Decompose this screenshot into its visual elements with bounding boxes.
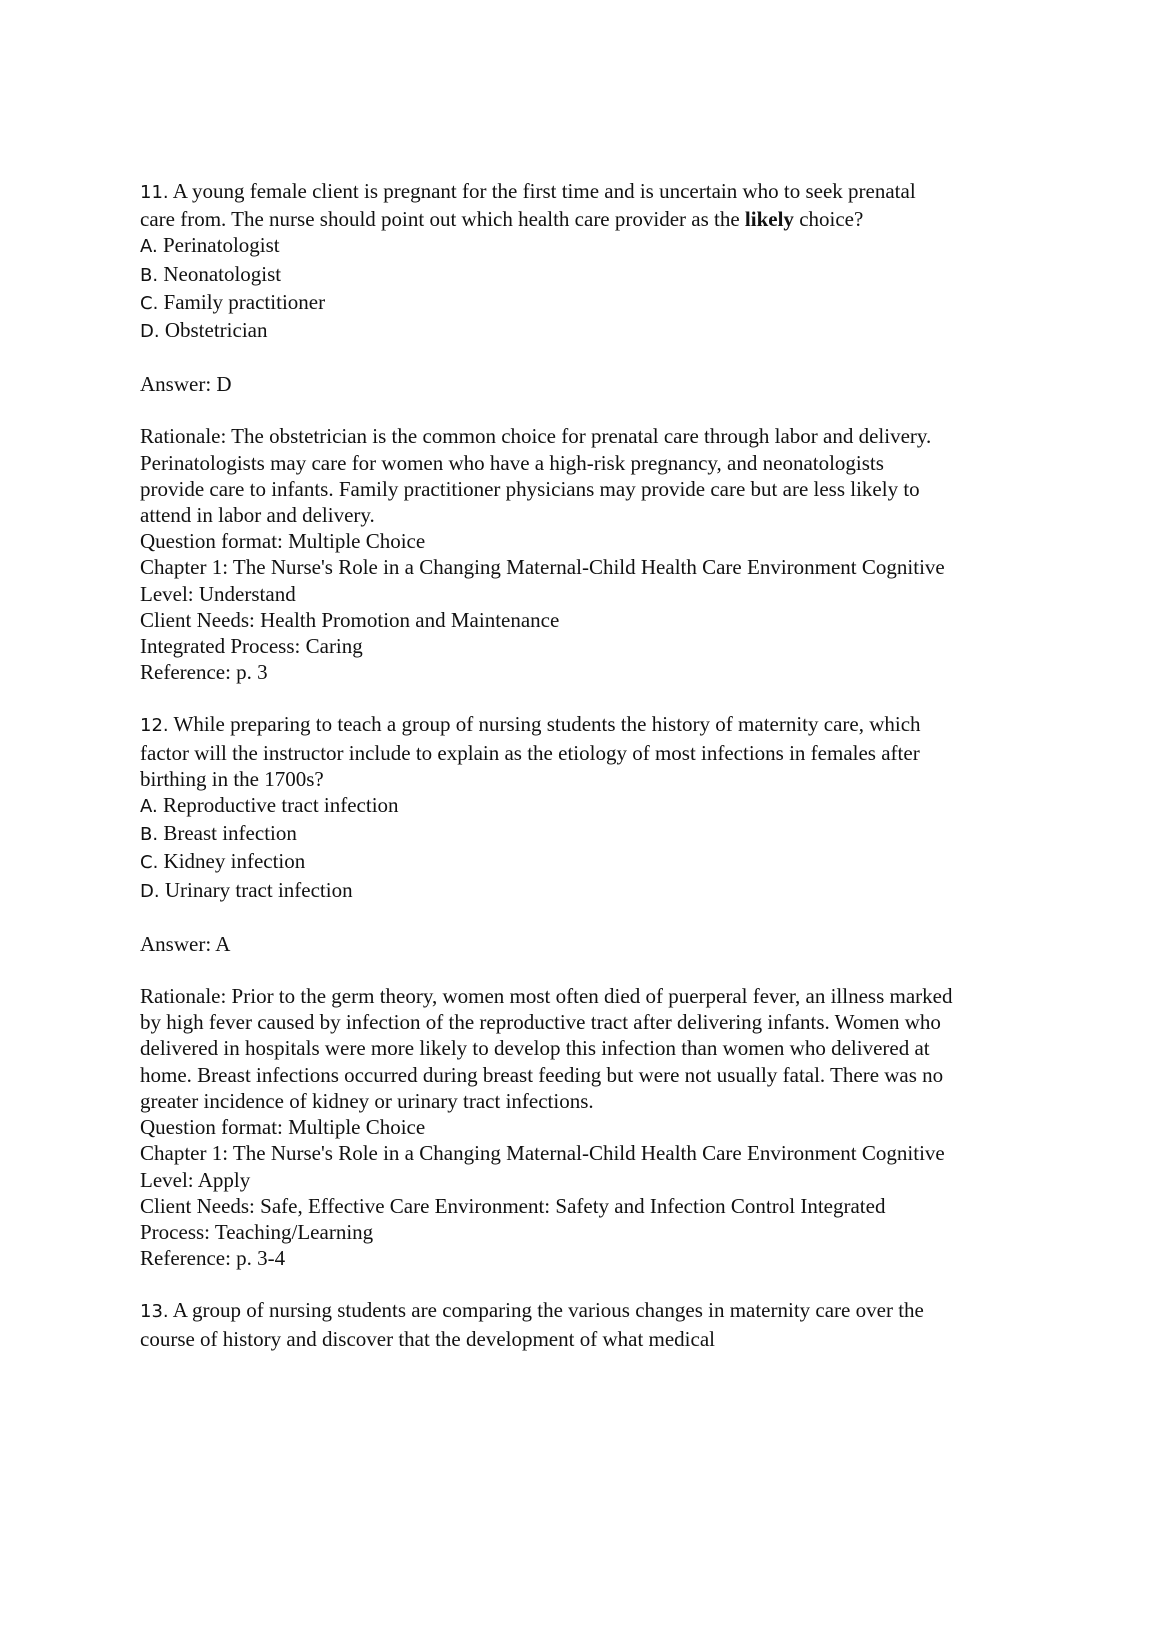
question-12 (140, 711, 1040, 1271)
question-number: 13. (140, 1301, 169, 1323)
rationale-line: delivered in hospitals were more likely to develop this infection than women who delivered at (140, 1036, 930, 1061)
question-11 (140, 178, 1040, 685)
meta-line: Level: Understand (140, 581, 296, 606)
question-stem-line: care from. The nurse should point out which health care provider as the likely choice? (140, 207, 864, 232)
option-letter: C. (140, 852, 159, 874)
question-stem-line: 12. While preparing to teach a group of nursing students the history of maternity care, which (140, 712, 921, 737)
meta-line: Chapter 1: The Nurse's Role in a Changing Maternal-Child Health Care Environment Cognitive (140, 555, 945, 580)
answer-option: D. Obstetrician (140, 318, 268, 343)
meta-line: Level: Apply (140, 1167, 251, 1192)
answer-key: Answer: A (140, 931, 231, 956)
question-number: 12. (140, 715, 169, 737)
meta-line: Client Needs: Health Promotion and Maintenance (140, 607, 560, 632)
answer-option: D. Urinary tract infection (140, 877, 353, 902)
rationale-line: home. Breast infections occurred during breast feeding but were not usually fatal. There was no (140, 1062, 944, 1087)
answer-option: A. Reproductive tract infection (140, 793, 399, 818)
rationale-line: Perinatologists may care for women who have a high-risk pregnancy, and neonatologists (140, 450, 884, 475)
question-13 (140, 1297, 1040, 1351)
answer-option: A. Perinatologist (140, 233, 280, 258)
answer-option: C. Family practitioner (140, 289, 326, 314)
question-stem-line: 11. A young female client is pregnant for the first time and is uncertain who to seek prenatal (140, 179, 916, 203)
emphasis-text: likely (744, 207, 794, 232)
option-letter: D. (140, 321, 160, 343)
meta-line: Process: Teaching/Learning (140, 1219, 374, 1244)
meta-line: Integrated Process: Caring (140, 634, 363, 659)
answer-option: B. Breast infection (140, 821, 297, 846)
answer-option: B. Neonatologist (140, 261, 282, 286)
rationale-line: provide care to infants. Family practitioner physicians may provide care but are less likely to (140, 476, 920, 501)
question-stem-line: course of history and discover that the development of what medical (140, 1326, 715, 1351)
rationale-line: Rationale: The obstetrician is the common choice for prenatal care through labor and delivery. (140, 424, 932, 449)
meta-line: Client Needs: Safe, Effective Care Environment: Safety and Infection Control Integrated (140, 1193, 886, 1218)
answer-option: C. Kidney infection (140, 849, 306, 874)
meta-line: Reference: p. 3-4 (140, 1246, 286, 1271)
meta-line: Question format: Multiple Choice (140, 1115, 426, 1140)
meta-line: Reference: p. 3 (140, 660, 268, 685)
option-letter: D. (140, 880, 160, 902)
question-stem-line: birthing in the 1700s? (140, 766, 324, 791)
rationale-line: attend in labor and delivery. (140, 503, 375, 528)
option-letter: A. (140, 796, 158, 818)
option-letter: C. (140, 292, 159, 314)
option-letter: B. (140, 824, 159, 846)
answer-key: Answer: D (140, 372, 232, 397)
meta-line: Question format: Multiple Choice (140, 529, 426, 554)
rationale-line: by high fever caused by infection of the reproductive tract after delivering infants. Women who (140, 1010, 941, 1035)
rationale-line: Rationale: Prior to the germ theory, women most often died of puerperal fever, an illness marked (140, 984, 953, 1009)
meta-line: Chapter 1: The Nurse's Role in a Changing Maternal-Child Health Care Environment Cognitive (140, 1141, 945, 1166)
rationale-line: greater incidence of kidney or urinary tract infections. (140, 1088, 594, 1113)
document-page (140, 178, 1040, 1352)
question-stem-line: factor will the instructor include to explain as the etiology of most infections in females after (140, 740, 920, 765)
option-letter: B. (140, 264, 159, 286)
question-number: 11. (140, 182, 169, 203)
option-letter: A. (140, 236, 158, 258)
question-stem-line: 13. A group of nursing students are comparing the various changes in maternity care over the (140, 1298, 924, 1323)
